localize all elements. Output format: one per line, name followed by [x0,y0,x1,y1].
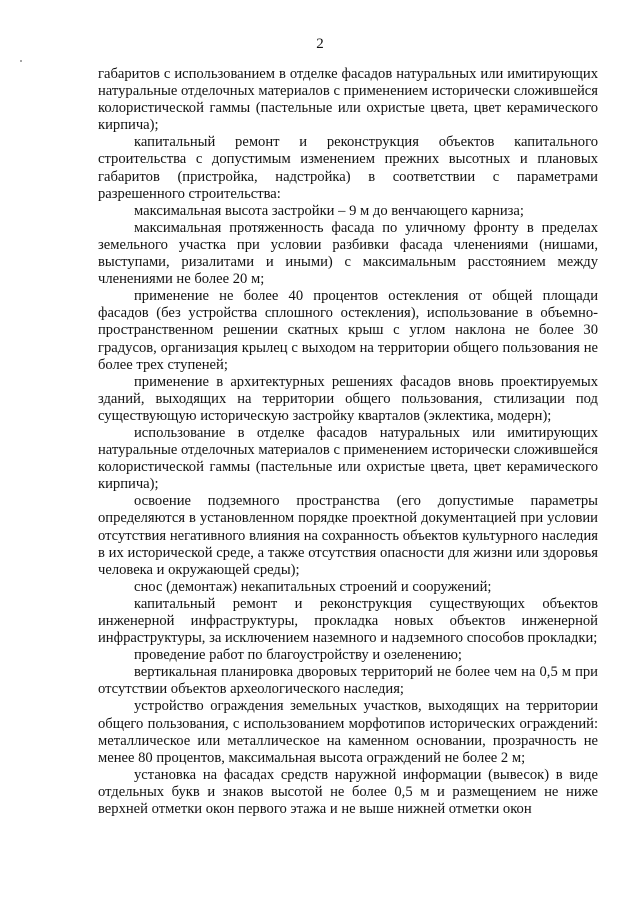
paragraph: максимальная протяженность фасада по уличному фронту в пределах земельного участка при условии разбивки фасада членениями (нишами, выступами, ризалитами и иными) с максимальным расстоянием между членениями не более 20 м; [98,219,598,288]
paragraph: применение не более 40 процентов остекления от общей площади фасадов (без устройства сплошного остекления), использование в объемно-пространственном решении скатных крыш с углом наклона не более 30 градусов, организация крылец с выходом на территории общего пользования не более трех ступеней; [98,288,598,373]
scan-speck [20,60,22,62]
page-number: 2 [316,36,324,52]
paragraph: установка на фасадах средств наружной информации (вывесок) в виде отдельных букв и знаков высотой не более 0,5 м и размещением не ниже верхней отметки окон первого этажа и не выше нижней отметки окон [98,766,598,818]
paragraph: применение в архитектурных решениях фасадов вновь проектируемых зданий, выходящих на территории общего пользования, стилизации под существующую историческую застройку кварталов (эклектика, модерн); [98,373,598,424]
paragraph: использование в отделке фасадов натуральных или имитирующих натуральные отделочных материалов с применением исторически сложившейся колористической гаммы (пастельные или охристые цвета, цвет керамического кирпича); [98,424,598,493]
paragraph: проведение работ по благоустройству и озеленению; [134,647,462,664]
paragraph: снос (демонтаж) некапитальных строений и сооружений; [134,578,492,595]
paragraph-continued: габаритов с использованием в отделке фасадов натуральных или имитирующих натуральные отделочных материалов с применением исторически сложившейся колористической гаммы (пастельные или охристые цвета, цвет керамического кирпича); [98,66,598,134]
paragraph: максимальная высота застройки – 9 м до венчающего карниза; [134,202,524,219]
paragraph: устройство ограждения земельных участков, выходящих на территории общего пользования, с использованием морфотипов исторических ограждений: металлическое или металлическое на каменном основании, прозрачность не менее 80 процентов, максимальная высота ограждений не более 2 м; [98,698,598,766]
paragraph: вертикальная планировка дворовых территорий не более чем на 0,5 м при отсутствии объектов археологического наследия; [98,664,598,698]
document-body [98,66,598,818]
paragraph: капитальный ремонт и реконструкция существующих объектов инженерной инфраструктуры, прокладка новых объектов инженерной инфраструктуры, за исключением наземного и надземного способов прокладки; [98,595,598,647]
paragraph: капитальный ремонт и реконструкция объектов капитального строительства с допустимым изменением прежних высотных и плановых габаритов (пристройка, надстройка) в соответствии с параметрами разрешенного строительства: [98,134,598,202]
paragraph: освоение подземного пространства (его допустимые параметры определяются в установленном порядке проектной документацией при условии отсутствия негативного влияния на сохранность объектов культурного наследия в их исторической среде, а также отсутствия опасности для жизни или здоровья человека и окружающей среды); [98,493,598,578]
